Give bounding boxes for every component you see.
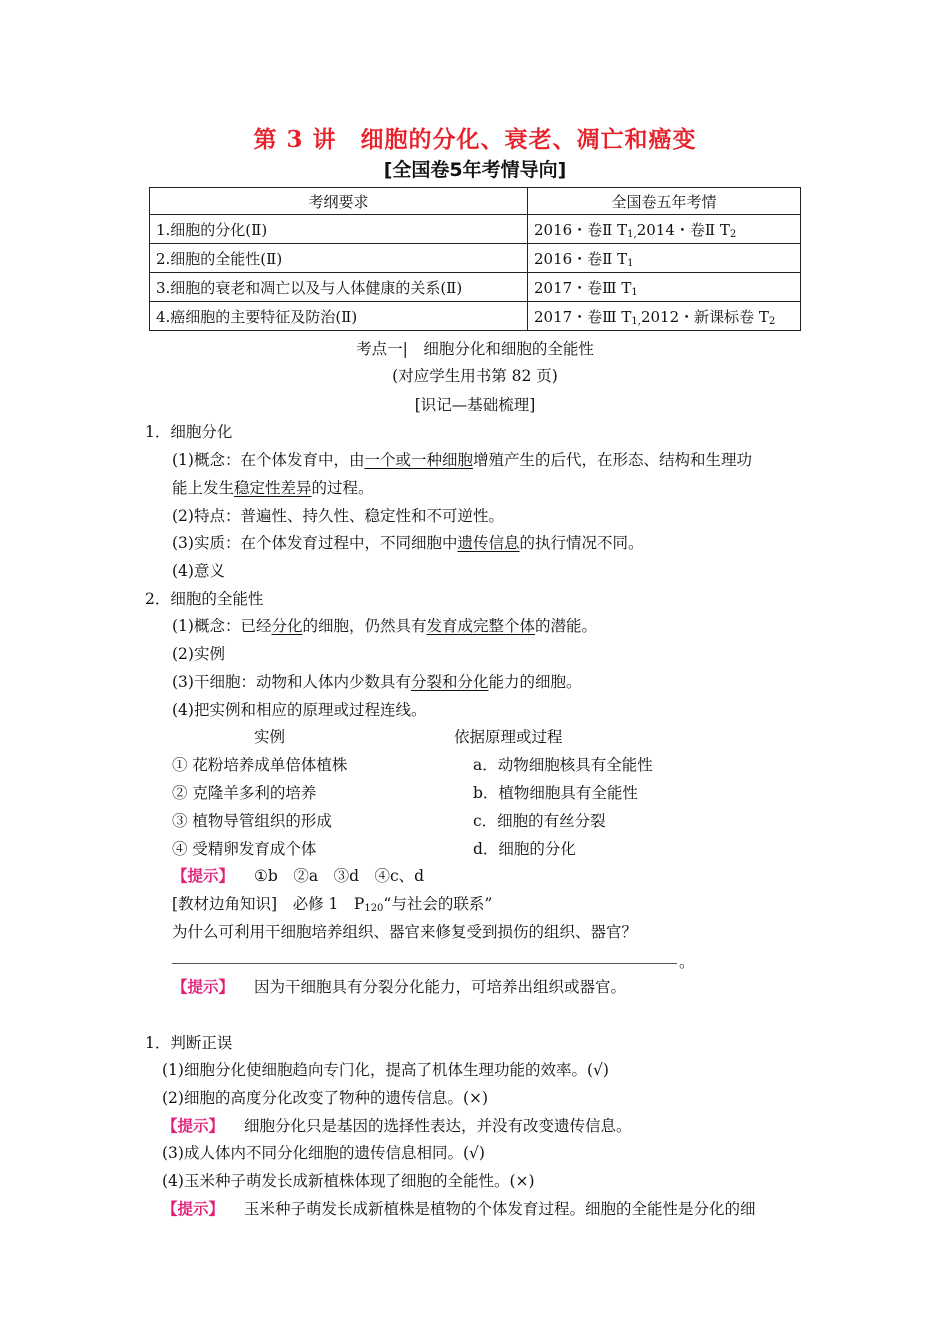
- s1-feature: (2)特点：普遍性、持久性、稳定性和不可逆性。: [172, 507, 504, 525]
- s2-concept: (1)概念：已经分化的细胞，仍然具有发育成完整个体的潜能。: [172, 617, 598, 635]
- exam-ref-sub: 1,: [627, 228, 637, 240]
- tip-line: 【提示】 玉米种子萌发长成新植株是植物的个体发育过程。细胞的全能性是分化的细: [162, 1199, 756, 1218]
- judge-item: (4)玉米种子萌发长成新植株体现了细胞的全能性。(×): [162, 1172, 535, 1190]
- match-left-item: ④ 受精卵发育成个体: [172, 840, 317, 858]
- exam-ref-sub: 1,: [631, 315, 641, 327]
- table-row: [150, 244, 801, 273]
- tip-label: 【提示】: [172, 977, 235, 996]
- match-left-item: ② 克隆羊多利的培养: [172, 784, 317, 802]
- exam-ref-sub: 1: [627, 257, 634, 269]
- table-cell: [528, 244, 801, 273]
- section-heading: 考点一| 细胞分化和细胞的全能性: [356, 340, 594, 358]
- judge-heading: 1．判断正误: [145, 1034, 233, 1052]
- exam-ref-sub: 2: [729, 228, 737, 240]
- match-left-item: ③ 植物导管组织的形成: [172, 812, 332, 830]
- page-subtitle: [全国卷5年考情导向]: [383, 159, 567, 181]
- judge-item: (3)成人体内不同分化细胞的遗传信息相同。(√): [162, 1144, 485, 1162]
- judge-item: (1)细胞分化使细胞趋向专门化，提高了机体生理功能的效率。(√): [162, 1061, 609, 1079]
- table-header: 全国卷五年考情: [528, 188, 801, 215]
- tip-line: 【提示】 ①b ②a ③d ④c、d: [172, 866, 425, 885]
- match-right-item: a．动物细胞核具有全能性: [473, 756, 653, 774]
- exam-ref: 2012・新课标卷 T: [640, 307, 769, 326]
- page-title: 第 3 讲 细胞的分化、衰老、凋亡和癌变: [253, 126, 697, 153]
- s1-concept-line1: (1)概念：在个体发育中，由一个或一种细胞增殖产生的后代，在形态、结构和生理功: [172, 451, 752, 469]
- tip-label: 【提示】: [162, 1199, 225, 1218]
- table-cell: 3.细胞的衰老和凋亡以及与人体健康的关系(Ⅱ): [150, 273, 528, 302]
- table-header: 考纲要求: [150, 188, 528, 215]
- question: 为什么可利用干细胞培养组织、器官来修复受到损伤的组织、器官？: [172, 923, 638, 941]
- s2-example: (2)实例: [172, 645, 225, 663]
- exam-ref: 2016・卷Ⅱ T: [534, 249, 628, 268]
- s1-meaning: (4)意义: [172, 562, 225, 580]
- s2-stem-cell: (3)干细胞：动物和人体内少数具有分裂和分化能力的细胞。: [172, 673, 582, 691]
- exam-ref: 2017・卷Ⅲ T: [534, 278, 632, 297]
- s2-match-instruction: (4)把实例和相应的原理或过程连线。: [172, 701, 427, 719]
- tip-label: 【提示】: [172, 866, 235, 885]
- table-cell: [528, 215, 801, 244]
- exam-ref: 2014・卷Ⅱ T: [636, 220, 730, 239]
- exam-ref-sub: 2: [768, 315, 776, 327]
- match-right-item: d．细胞的分化: [473, 840, 576, 858]
- s1-concept-line2: 能上发生稳定性差异的过程。: [172, 479, 374, 497]
- table-cell: 1.细胞的分化(Ⅱ): [150, 215, 528, 244]
- s1-essence: (3)实质：在个体发育过程中，不同细胞中遗传信息的执行情况不同。: [172, 534, 644, 552]
- match-left-item: ① 花粉培养成单倍体植株: [172, 756, 348, 774]
- exam-ref-sub: 1: [631, 286, 638, 298]
- table-cell: [528, 302, 801, 331]
- match-left-header: 实例: [254, 728, 286, 746]
- tip-line: 【提示】 细胞分化只是基因的选择性表达，并没有改变遗传信息。: [162, 1116, 632, 1135]
- match-right-item: b．植物细胞具有全能性: [473, 784, 638, 802]
- judge-item: (2)细胞的高度分化改变了物种的遗传信息。(×): [162, 1089, 489, 1107]
- table-cell: 2.细胞的全能性(Ⅱ): [150, 244, 528, 273]
- match-right-header: 依据原理或过程: [454, 728, 563, 746]
- book-reference: (对应学生用书第 82 页): [392, 367, 558, 385]
- tip-line: 【提示】 因为干细胞具有分裂分化能力，可培养出组织或器官。: [172, 977, 627, 996]
- memory-heading: [识记—基础梳理]: [414, 396, 536, 414]
- table-cell: [528, 273, 801, 302]
- table-row: [150, 215, 801, 244]
- exam-requirements-table: [149, 187, 801, 331]
- exam-ref: 2016・卷Ⅱ T: [534, 220, 628, 239]
- s2-heading: 2．细胞的全能性: [145, 590, 264, 608]
- match-right-item: c．细胞的有丝分裂: [473, 812, 606, 830]
- blank-end: 。: [679, 953, 695, 971]
- answer-blank: [172, 963, 677, 964]
- tip-label: 【提示】: [162, 1116, 225, 1135]
- table-header-row: [150, 188, 801, 215]
- table-row: [150, 302, 801, 331]
- table-cell: 4.癌细胞的主要特征及防治(Ⅱ): [150, 302, 528, 331]
- table-row: [150, 273, 801, 302]
- s1-heading: 1．细胞分化: [145, 423, 233, 441]
- textbook-corner: [教材边角知识] 必修 1 $P_{120}“$与社会的联系”: [172, 895, 493, 914]
- exam-ref: 2017・卷Ⅲ T: [534, 307, 632, 326]
